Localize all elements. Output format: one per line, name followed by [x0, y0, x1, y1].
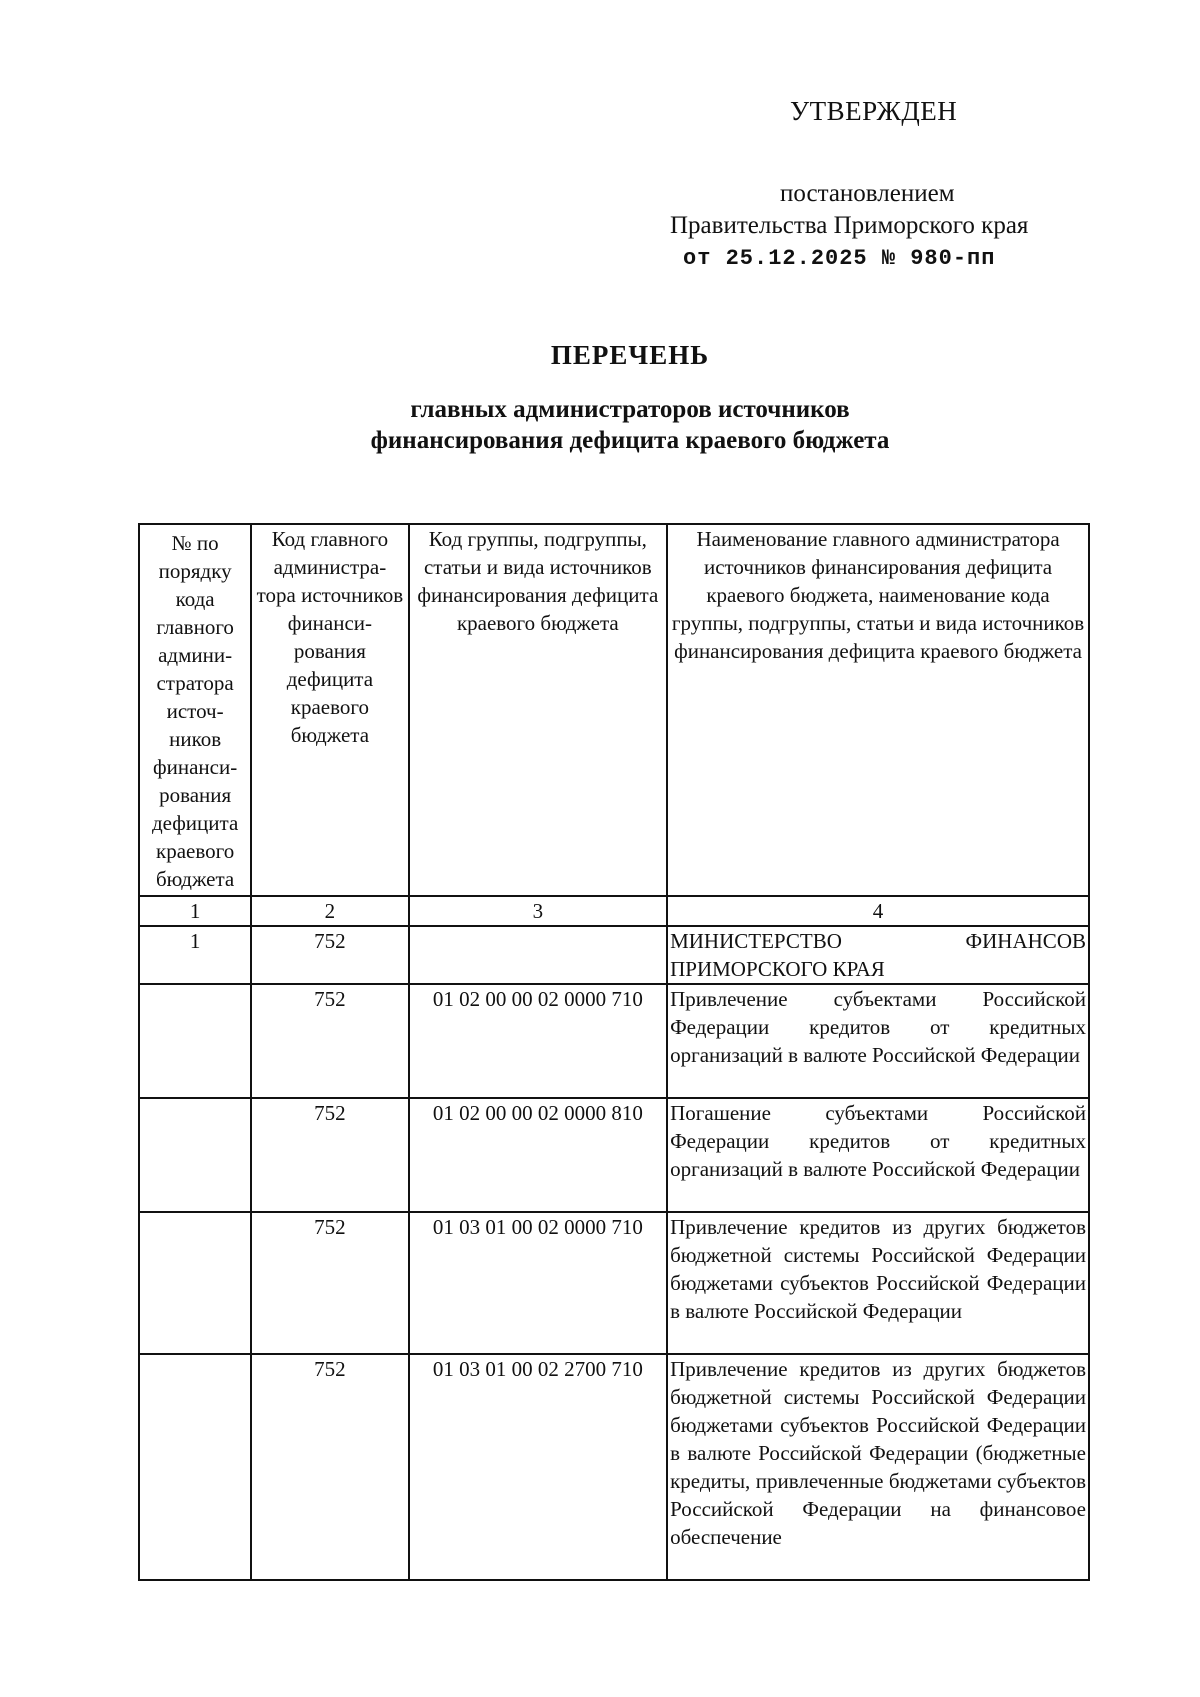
document-subtitle-line2: финансирования дефицита краевого бюджета: [370, 427, 890, 454]
row-source-code: 01 03 01 00 02 0000 710: [409, 1212, 668, 1354]
table-row: [139, 1354, 1089, 1580]
approval-heading: УТВЕРЖДЕН: [790, 96, 958, 126]
document-subtitle-line1: главных администраторов источников: [410, 396, 850, 423]
row-order-number: [139, 1354, 251, 1580]
header-order-number: № по порядку кода главного админи-стратора источ-ников финанси-рования дефицита краевого бюджета: [139, 524, 251, 896]
approval-date-number: от 25.12.2025 № 980-пп: [683, 246, 996, 271]
row-order-number: [139, 984, 251, 1098]
row-admin-code: 752: [251, 1098, 408, 1212]
row-source-code: 01 02 00 00 02 0000 710: [409, 984, 668, 1098]
table-row: [139, 1098, 1089, 1212]
row-order-number: [139, 1212, 251, 1354]
sources-table: [138, 523, 1090, 1581]
row-admin-code: 752: [251, 984, 408, 1098]
column-number: 2: [251, 896, 408, 926]
column-number: 1: [139, 896, 251, 926]
table-row: [139, 926, 1089, 984]
row-order-number: 1: [139, 926, 251, 984]
row-name: Погашение субъектами Российской Федерации кредитов от кредитных организаций в валюте Российской Федерации: [667, 1098, 1089, 1212]
row-admin-code: 752: [251, 1212, 408, 1354]
header-source-code: Код группы, подгруппы, статьи и вида источников финансирования дефицита краевого бюджета: [409, 524, 668, 896]
column-number: 3: [409, 896, 668, 926]
approval-resolution: постановлением: [780, 180, 955, 207]
approval-government: Правительства Приморского края: [670, 212, 1029, 239]
document-title: ПЕРЕЧЕНЬ: [550, 340, 710, 370]
column-number: 4: [667, 896, 1089, 926]
table-header-row: [139, 524, 1089, 896]
row-order-number: [139, 1098, 251, 1212]
row-admin-code: 752: [251, 1354, 408, 1580]
row-name: Привлечение кредитов из других бюджетов бюджетной системы Российской Федерации бюджетами субъектов Российской Федерации в валюте Российской Федерации (бюджетные кредиты, привлеченные бюджетами субъектов Российской Федерации на финансовое обеспечение: [667, 1354, 1089, 1580]
row-name: Привлечение кредитов из других бюджетов бюджетной системы Российской Федерации бюджетами субъектов Российской Федерации в валюте Российской Федерации: [667, 1212, 1089, 1354]
table-row: [139, 1212, 1089, 1354]
row-source-code: 01 03 01 00 02 2700 710: [409, 1354, 668, 1580]
column-numbers-row: [139, 896, 1089, 926]
row-name: МИНИСТЕРСТВО ФИНАНСОВ ПРИМОРСКОГО КРАЯ: [667, 926, 1089, 984]
table-row: [139, 984, 1089, 1098]
row-source-code: [409, 926, 668, 984]
row-source-code: 01 02 00 00 02 0000 810: [409, 1098, 668, 1212]
header-name: Наименование главного администратора источников финансирования дефицита краевого бюджета, наименование кода группы, подгруппы, статьи и вида источников финансирования дефицита краевого бюджета: [667, 524, 1089, 896]
row-name: Привлечение субъектами Российской Федерации кредитов от кредитных организаций в валюте Российской Федерации: [667, 984, 1089, 1098]
header-admin-code: Код главного администра-тора источников финанси-рования дефицита краевого бюджета: [251, 524, 408, 896]
row-admin-code: 752: [251, 926, 408, 984]
